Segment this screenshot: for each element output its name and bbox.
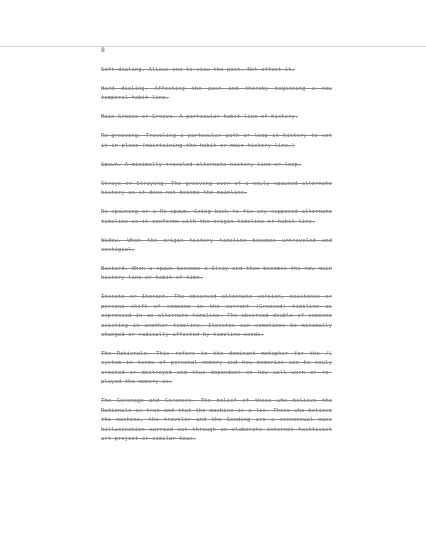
paragraph-widow: Widow. When the origin history timeline becomes untraveled and vestigial. (101, 237, 332, 254)
paragraph-bastard: Bastard. When a spawn becomes a Stray and then becomes the new main history line or habit of time. (101, 266, 332, 282)
paragraph-soft-dialing: Soft dialing. Allows one to view the past. Not affect it. (101, 67, 295, 73)
paragraph-rationale: The Rationale. This refers to the dominant metaphor for the /\ system in terms of personal memory and how memories can be newly created or destroyed and thus dependent on how well worn or re-played the memory is. (101, 351, 332, 386)
paragraph-strays: Strays or Straying. The grooving over of a newly spawned alternate history so it does not become the mainline. (101, 180, 332, 197)
paragraph-iterate: Iterate or Iterant. The observed alternate version, existence or persona shift of someone in the current (Grooved) timeline as expressed in an alternate timeline. The observed double of someone existing in another timeline. Iterates can sometimes be minimally changed or radically affected by timeline seeds. (101, 294, 332, 339)
paragraph-re-spawning: Re-spawning or a Re-spawn. Going back to fix any supposed alternate timeline so it conforms with the origin timeline or habit line. (101, 209, 332, 225)
paragraph-re-grooving: Re-grooving. Traveling a particular path or loop in history to set it in place (maintaining the habit or main history line.) (101, 133, 332, 149)
paragraph-spawn: Spawn. A minimally traveled alternate history line or loop. (101, 161, 302, 168)
paragraph-hard-dialing: Hard dialing. Affecting the past and thereby beginning a new temporal habit line. (101, 86, 332, 102)
page-number: 8 (101, 46, 105, 54)
document-body (101, 66, 332, 454)
header-rule (0, 46, 426, 47)
paragraph-coronage: The Coronage and Coroners. The belief of those who believe the Rationale is true and that the machine is a lie. Those who believe the machine, the traveler and the Seeding are a consensual mass hallucination carried out through an elaborate internet hacktivist art project or similar hoax. (101, 398, 332, 442)
paragraph-main-groove: Main Groove or Groove. A particular habit line of history. (101, 114, 299, 121)
